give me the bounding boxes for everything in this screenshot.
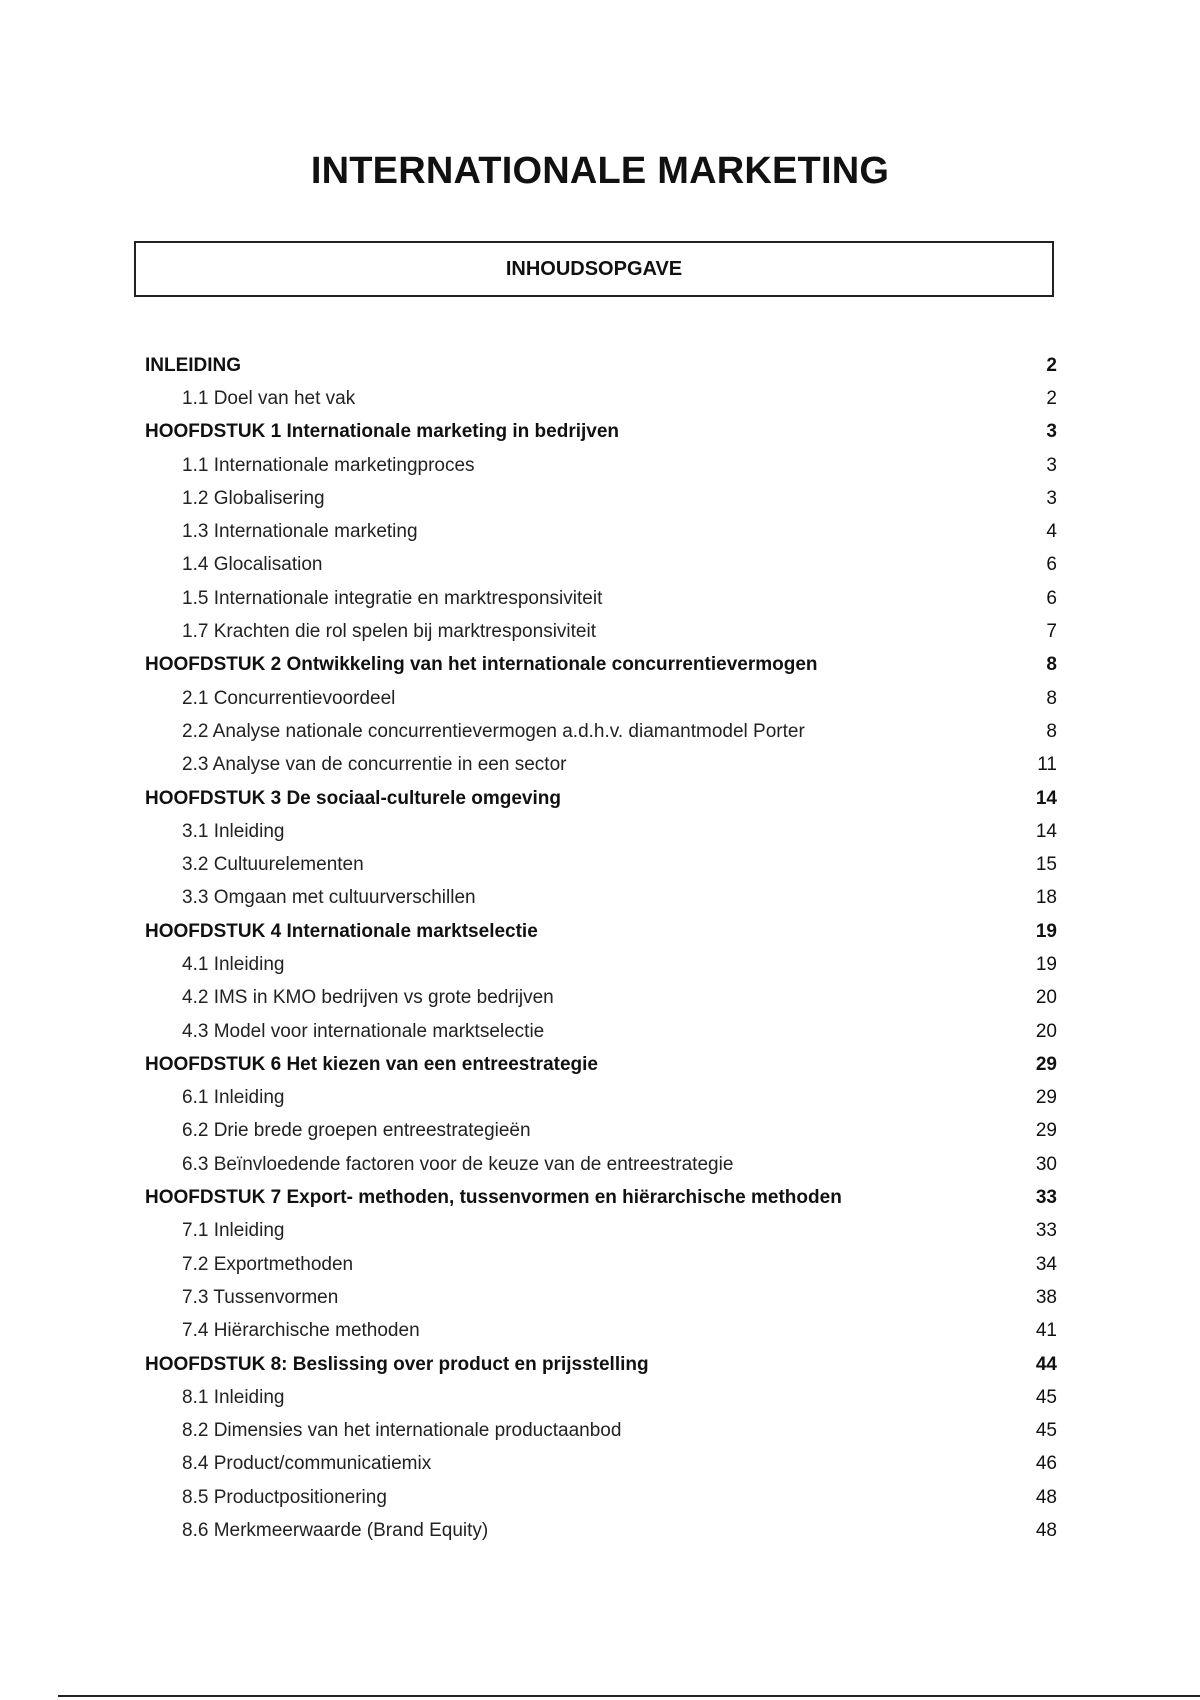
toc-section-entry[interactable] (145, 948, 1057, 981)
toc-section-entry[interactable] (145, 815, 1057, 848)
toc-entry-page-number: 45 (1035, 1420, 1057, 1442)
toc-entry-label: HOOFDSTUK 7 Export- methoden, tussenvormen en hiërarchische methoden (145, 1187, 842, 1209)
toc-entry-label: 2.1 Concurrentievoordeel (182, 687, 396, 709)
toc-entry-label: 1.1 Doel van het vak (182, 387, 356, 409)
toc-entry-page-number: 38 (1035, 1286, 1057, 1308)
toc-section-entry[interactable] (145, 749, 1057, 782)
toc-entry-page-number: 19 (1035, 920, 1057, 942)
toc-entry-label: 8.4 Product/communicatiemix (182, 1453, 432, 1475)
toc-section-entry[interactable] (145, 382, 1057, 415)
toc-section-entry[interactable] (145, 1215, 1057, 1248)
toc-entry-label: 3.3 Omgaan met cultuurverschillen (182, 887, 476, 909)
toc-chapter-entry[interactable] (145, 649, 1057, 682)
toc-entry-label: 1.7 Krachten die rol spelen bij marktresponsiviteit (182, 621, 596, 643)
toc-entry-page-number: 14 (1035, 820, 1057, 842)
toc-chapter-entry[interactable] (145, 1348, 1057, 1381)
toc-entry-page-number: 2 (1046, 387, 1057, 409)
toc-section-entry[interactable] (145, 1381, 1057, 1414)
toc-chapter-entry[interactable] (145, 915, 1057, 948)
toc-entry-page-number: 2 (1046, 354, 1057, 376)
toc-section-entry[interactable] (145, 1315, 1057, 1348)
toc-section-entry[interactable] (145, 1281, 1057, 1314)
toc-entry-page-number: 33 (1035, 1220, 1057, 1242)
toc-entry-page-number: 8 (1046, 687, 1057, 709)
toc-section-entry[interactable] (145, 582, 1057, 615)
toc-section-entry[interactable] (145, 982, 1057, 1015)
toc-entry-page-number: 29 (1035, 1120, 1057, 1142)
toc-section-entry[interactable] (145, 1481, 1057, 1514)
toc-entry-label: 4.3 Model voor internationale marktselectie (182, 1020, 545, 1042)
toc-section-entry[interactable] (145, 882, 1057, 915)
toc-chapter-entry[interactable] (145, 1048, 1057, 1081)
toc-entry-label: 3.2 Cultuurelementen (182, 854, 364, 876)
toc-entry-label: 4.2 IMS in KMO bedrijven vs grote bedrijven (182, 987, 554, 1009)
toc-section-entry[interactable] (145, 449, 1057, 482)
toc-section-entry[interactable] (145, 682, 1057, 715)
toc-entry-label: 1.3 Internationale marketing (182, 521, 418, 543)
toc-entry-label: 1.4 Glocalisation (182, 554, 323, 576)
toc-section-entry[interactable] (145, 615, 1057, 648)
toc-entry-label: 2.2 Analyse nationale concurrentievermogen a.d.h.v. diamantmodel Porter (182, 720, 805, 742)
toc-chapter-entry[interactable] (145, 782, 1057, 815)
table-of-contents (145, 349, 1057, 1548)
toc-entry-page-number: 29 (1035, 1053, 1057, 1075)
toc-entry-page-number: 29 (1035, 1087, 1057, 1109)
toc-chapter-entry[interactable] (145, 1181, 1057, 1214)
toc-entry-label: INLEIDING (145, 354, 242, 376)
toc-entry-label: HOOFDSTUK 2 Ontwikkeling van het internationale concurrentievermogen (145, 654, 818, 676)
toc-entry-label: 1.1 Internationale marketingproces (182, 454, 475, 476)
toc-section-entry[interactable] (145, 1248, 1057, 1281)
toc-chapter-entry[interactable] (145, 349, 1057, 382)
toc-entry-page-number: 19 (1035, 953, 1057, 975)
toc-entry-page-number: 20 (1035, 987, 1057, 1009)
toc-entry-label: 3.1 Inleiding (182, 820, 285, 842)
toc-entry-label: HOOFDSTUK 8: Beslissing over product en prijsstelling (145, 1353, 649, 1375)
toc-entry-label: 1.2 Globalisering (182, 487, 325, 509)
toc-section-entry[interactable] (145, 1415, 1057, 1448)
toc-section-entry[interactable] (145, 1115, 1057, 1148)
toc-entry-label: 7.1 Inleiding (182, 1220, 285, 1242)
toc-section-entry[interactable] (145, 515, 1057, 548)
toc-entry-label: 8.5 Productpositionering (182, 1486, 387, 1508)
toc-entry-label: 8.2 Dimensies van het internationale productaanbod (182, 1420, 622, 1442)
toc-entry-label: 6.1 Inleiding (182, 1087, 285, 1109)
toc-heading-box (134, 241, 1054, 297)
toc-entry-page-number: 3 (1046, 421, 1057, 443)
toc-entry-label: 6.2 Drie brede groepen entreestrategieën (182, 1120, 531, 1142)
toc-entry-label: 6.3 Beïnvloedende factoren voor de keuze van de entreestrategie (182, 1153, 734, 1175)
toc-section-entry[interactable] (145, 715, 1057, 748)
toc-entry-page-number: 6 (1046, 554, 1057, 576)
toc-entry-label: 7.2 Exportmethoden (182, 1253, 354, 1275)
toc-entry-label: 8.1 Inleiding (182, 1386, 285, 1408)
toc-section-entry[interactable] (145, 482, 1057, 515)
toc-entry-page-number: 20 (1035, 1020, 1057, 1042)
toc-entry-label: HOOFDSTUK 3 De sociaal-culturele omgeving (145, 787, 561, 809)
toc-entry-label: 7.4 Hiërarchische methoden (182, 1320, 420, 1342)
toc-section-entry[interactable] (145, 549, 1057, 582)
toc-entry-page-number: 7 (1046, 621, 1057, 643)
toc-entry-page-number: 14 (1035, 787, 1057, 809)
toc-entry-label: 1.5 Internationale integratie en marktresponsiviteit (182, 587, 603, 609)
toc-entry-label: HOOFDSTUK 4 Internationale marktselectie (145, 920, 538, 942)
toc-heading: INHOUDSOPGAVE (505, 257, 683, 280)
toc-entry-page-number: 33 (1035, 1187, 1057, 1209)
toc-section-entry[interactable] (145, 1015, 1057, 1048)
toc-section-entry[interactable] (145, 1082, 1057, 1115)
toc-entry-page-number: 6 (1046, 587, 1057, 609)
toc-entry-page-number: 41 (1035, 1320, 1057, 1342)
toc-entry-page-number: 4 (1046, 521, 1057, 543)
toc-entry-page-number: 30 (1035, 1153, 1057, 1175)
toc-entry-label: HOOFDSTUK 1 Internationale marketing in bedrijven (145, 421, 620, 443)
toc-chapter-entry[interactable] (145, 416, 1057, 449)
toc-entry-page-number: 8 (1046, 720, 1057, 742)
toc-entry-label: 2.3 Analyse van de concurrentie in een sector (182, 754, 567, 776)
toc-entry-page-number: 3 (1046, 454, 1057, 476)
toc-section-entry[interactable] (145, 1514, 1057, 1547)
toc-entry-page-number: 48 (1035, 1520, 1057, 1542)
toc-entry-page-number: 15 (1035, 854, 1057, 876)
page-title: INTERNATIONALE MARKETING (310, 150, 890, 192)
toc-entry-page-number: 44 (1035, 1353, 1057, 1375)
toc-entry-page-number: 34 (1035, 1253, 1057, 1275)
toc-section-entry[interactable] (145, 848, 1057, 881)
toc-entry-page-number: 3 (1046, 487, 1057, 509)
toc-entry-page-number: 8 (1046, 654, 1057, 676)
toc-section-entry[interactable] (145, 1448, 1057, 1481)
toc-entry-page-number: 45 (1035, 1386, 1057, 1408)
toc-section-entry[interactable] (145, 1148, 1057, 1181)
toc-entry-label: 7.3 Tussenvormen (182, 1286, 339, 1308)
toc-entry-label: 4.1 Inleiding (182, 953, 285, 975)
toc-entry-page-number: 46 (1035, 1453, 1057, 1475)
toc-entry-page-number: 48 (1035, 1486, 1057, 1508)
footer-divider (58, 1695, 1200, 1697)
toc-entry-page-number: 18 (1035, 887, 1057, 909)
toc-entry-label: 8.6 Merkmeerwaarde (Brand Equity) (182, 1520, 489, 1542)
toc-entry-page-number: 11 (1037, 754, 1057, 776)
toc-entry-label: HOOFDSTUK 6 Het kiezen van een entreestrategie (145, 1053, 598, 1075)
